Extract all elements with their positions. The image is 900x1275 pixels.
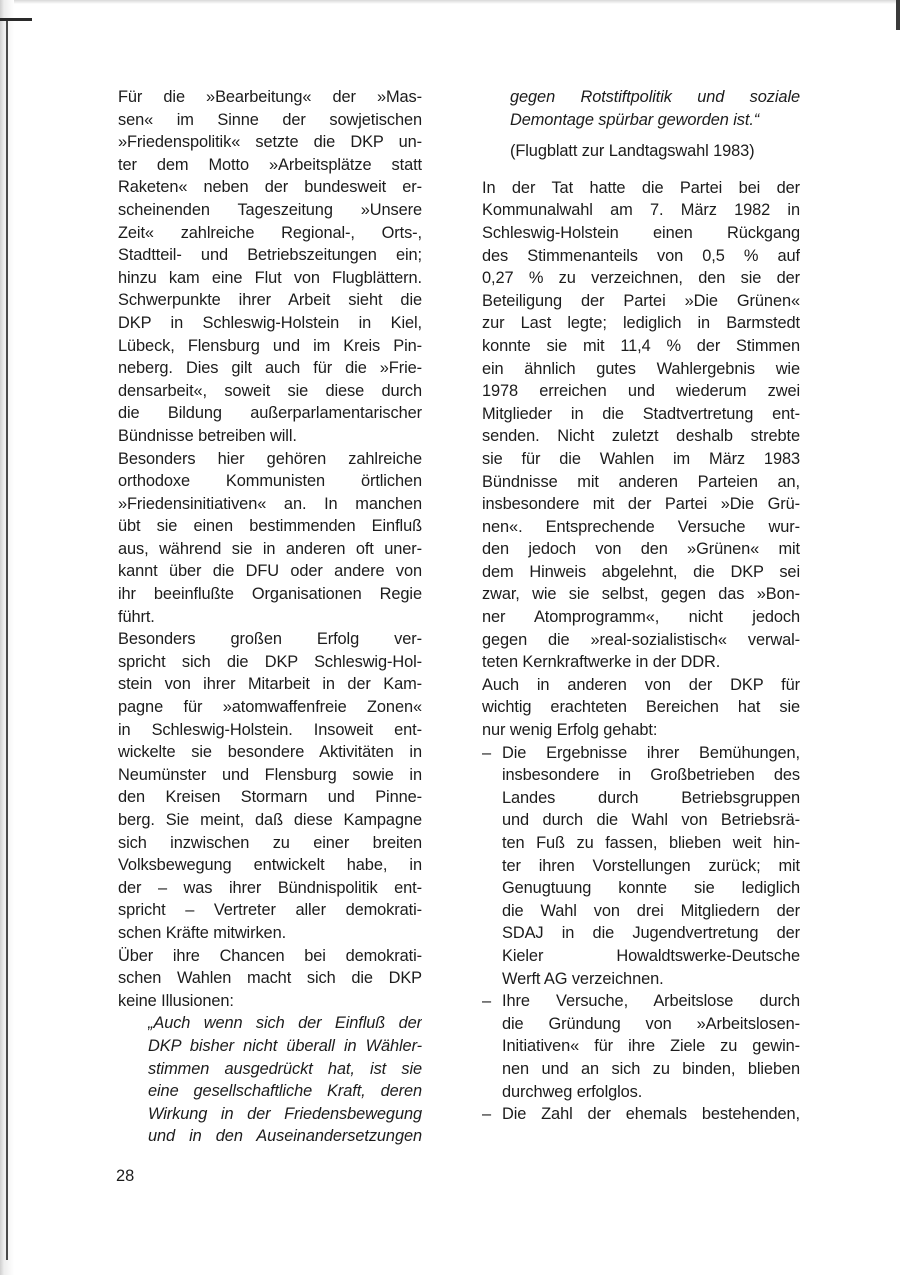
text-line: Schleswig-Holstein einen Rückgang — [482, 223, 800, 242]
text-line: Bündnisse betreiben will. — [118, 426, 297, 445]
text-line: nen«. Entsprechende Versuche wur- — [482, 517, 800, 536]
dash-bullet-icon: – — [482, 992, 492, 1011]
text-line: »Friedenspolitik« setzte die DKP un- — [118, 133, 422, 152]
paragraph — [118, 628, 422, 944]
text-line: (Flugblatt zur Landtagswahl 1983) — [510, 142, 755, 161]
list-item — [482, 990, 800, 1103]
text-line: Genugtuung konnte sie lediglich — [502, 879, 800, 898]
text-line: gegen Rotstiftpolitik und soziale — [510, 88, 800, 106]
text-line: Auch in anderen von der DKP für — [482, 675, 800, 694]
text-line: Stadtteil- und Betriebszeitungen ein; — [118, 246, 422, 265]
spacer — [482, 163, 800, 177]
text-line: 1978 erreichen und wiederum zwei — [482, 382, 800, 401]
text-line: Die Ergebnisse ihrer Bemühungen, — [502, 743, 800, 762]
text-line: nur wenig Erfolg gehabt: — [482, 721, 658, 740]
text-line: Kieler Howaldtswerke-Deutsche — [502, 946, 800, 965]
text-line: führt. — [118, 607, 155, 626]
text-line: Besonders hier gehören zahlreiche — [118, 449, 422, 468]
text-line: insbesondere in Großbetrieben des — [502, 766, 800, 785]
quotation — [118, 1012, 422, 1148]
text-line: stein von ihrer Mitarbeit in der Kam- — [118, 675, 422, 694]
text-line: schen Kräfte mitwirken. — [118, 923, 287, 942]
text-line: keine Illusionen: — [118, 991, 234, 1010]
text-line: ein ähnlich gutes Wahlergebnis wie — [482, 359, 800, 378]
text-line: Landes durch Betriebsgruppen — [502, 788, 800, 807]
text-line: Raketen« neben der bundesweit er- — [118, 178, 422, 197]
text-line: des Stimmenanteils von 0,5 % auf — [482, 246, 800, 265]
text-line: übt sie einen bestimmenden Einfluß — [118, 517, 422, 536]
text-line: den Kreisen Stormarn und Pinne- — [118, 788, 422, 807]
text-line: Initiativen« für ihre Ziele zu gewin- — [502, 1037, 800, 1056]
text-line: Ihre Versuche, Arbeitslose durch — [502, 992, 800, 1011]
paragraph — [118, 448, 422, 629]
text-line: pagne für »atomwaffenfreie Zonen« — [118, 698, 422, 717]
text-line: Mitglieder in die Stadtvertretung ent- — [482, 404, 800, 423]
scan-top-edge — [0, 0, 900, 4]
text-line: Beteiligung der Partei »Die Grünen« — [482, 291, 800, 310]
text-line: Volksbewegung entwickelt habe, in — [118, 856, 422, 875]
text-line: stimmen ausgedrückt hat, ist sie — [148, 1059, 422, 1078]
text-line: ner Atomprogramm«, nicht jedoch — [482, 608, 800, 627]
text-line: konnte sie mit 11,4 % der Stimmen — [482, 336, 800, 355]
text-line: eine gesellschaftliche Kraft, deren — [148, 1082, 422, 1101]
text-line: orthodoxe Kommunisten örtlichen — [118, 472, 422, 491]
text-line: teten Kernkraftwerke in der DDR. — [482, 653, 721, 672]
scan-binding-line — [6, 20, 8, 1260]
text-line: sie für die Wahlen im März 1983 — [482, 449, 800, 468]
text-line: In der Tat hatte die Partei bei der — [482, 178, 800, 197]
text-line: senden. Nicht zuletzt deshalb strebte — [482, 427, 800, 446]
spacer — [482, 131, 800, 140]
paragraph — [482, 674, 800, 742]
paragraph — [118, 945, 422, 1013]
text-line: in Schleswig-Holstein. Insoweit ent- — [118, 720, 422, 739]
text-line: durchweg erfolglos. — [502, 1082, 643, 1101]
text-line: Bündnisse mit anderen Parteien an, — [482, 472, 800, 491]
text-line: »Friedensinitiativen« an. In manchen — [118, 494, 422, 513]
right-column — [482, 86, 800, 1126]
text-line: die Gründung von »Arbeitslosen- — [502, 1014, 800, 1033]
text-line: insbesondere mit der Partei »Die Grü- — [482, 495, 800, 514]
text-line: spricht – Vertreter aller demokrati- — [118, 901, 422, 920]
text-line: berg. Sie meint, daß diese Kampagne — [118, 811, 422, 829]
text-line: ter dem Motto »Arbeitsplätze statt — [118, 155, 422, 174]
text-line: Wirkung in der Friedensbewegung — [148, 1104, 422, 1123]
text-line: dem Hinweis abgelehnt, die DKP sei — [482, 562, 800, 581]
text-line: Kommunalwahl am 7. März 1982 in — [482, 201, 800, 220]
text-line: Die Zahl der ehemals bestehenden, — [502, 1105, 800, 1124]
text-line: nen und an sich zu binden, blieben — [502, 1059, 800, 1078]
text-line: hinzu kam eine Flut von Flugblättern. — [118, 268, 422, 287]
text-line: die Bildung außerparlamentarischer — [118, 404, 422, 423]
scan-corner-mark — [0, 18, 32, 21]
text-line: sen« im Sinne der sowjetischen — [118, 110, 422, 129]
text-line: aus, während sie in anderen oft uner- — [118, 539, 422, 558]
text-line: wichtig erachteten Bereichen hat sie — [482, 698, 800, 717]
paragraph — [118, 86, 422, 289]
text-line: Neumünster und Flensburg sowie in — [118, 765, 422, 784]
page-number: 28 — [116, 1167, 135, 1185]
dash-bullet-icon: – — [482, 1105, 492, 1124]
text-line: ter ihren Vorstellungen zurück; mit — [502, 856, 800, 875]
text-line: 0,27 % zu verzeichnen, den sie der — [482, 269, 800, 288]
text-line: Schwerpunkte ihrer Arbeit sieht die — [118, 291, 422, 310]
text-line: Werft AG verzeichnen. — [502, 969, 664, 988]
text-line: Zeit« zahlreiche Regional-, Orts-, — [118, 223, 422, 242]
text-line: densarbeit«, soweit sie diese durch — [118, 381, 422, 400]
text-line: gegen die »real-sozialistisch« verwal- — [482, 630, 800, 649]
text-line: Für die »Bearbeitung« der »Mas- — [118, 88, 422, 106]
quotation-continued — [482, 86, 800, 131]
text-line: Besonders großen Erfolg ver- — [118, 630, 422, 649]
left-column — [118, 86, 422, 1148]
text-line: scheinenden Tageszeitung »Unsere — [118, 200, 422, 219]
text-line: den jedoch von den »Grünen« mit — [482, 540, 800, 559]
quotation-source — [482, 140, 800, 163]
text-line: Demontage spürbar geworden ist.“ — [510, 110, 760, 129]
paragraph — [482, 177, 800, 674]
text-line: spricht sich die DKP Schleswig-Hol- — [118, 652, 422, 671]
text-line: und in den Auseinandersetzungen — [148, 1127, 422, 1146]
text-line: „Auch wenn sich der Einfluß der — [148, 1014, 422, 1033]
text-line: DKP in Schleswig-Holstein in Kiel, — [118, 313, 422, 332]
text-line: ihr beeinflußte Organisationen Regie — [118, 585, 422, 604]
text-line: Über ihre Chancen bei demokrati- — [118, 946, 422, 965]
text-line: zwar, wie sie selbst, gegen das »Bon- — [482, 585, 800, 604]
text-line: ten Fuß zu fassen, blieben weit hin- — [502, 834, 800, 852]
text-line: und durch die Wahl von Betriebsrä- — [502, 811, 800, 830]
scan-right-edge — [896, 0, 900, 30]
text-line: DKP bisher nicht überall in Wähler- — [148, 1036, 422, 1055]
text-line: sich inzwischen zu einer breiten — [118, 833, 422, 852]
paragraph — [118, 289, 422, 447]
text-line: neberg. Dies gilt auch für die »Frie- — [118, 359, 422, 378]
list-item — [482, 742, 800, 991]
text-line: der – was ihrer Bündnispolitik ent- — [118, 878, 422, 897]
text-line: kannt über die DFU oder andere von — [118, 562, 422, 581]
list-item — [482, 1103, 800, 1126]
text-line: wickelte sie besondere Aktivitäten in — [118, 743, 422, 762]
text-line: Lübeck, Flensburg und im Kreis Pin- — [118, 336, 422, 355]
text-line: zur Last legte; lediglich in Barmstedt — [482, 314, 800, 333]
text-line: die Wahl von drei Mitgliedern der — [502, 901, 800, 920]
dash-bullet-icon: – — [482, 743, 492, 762]
text-line: SDAJ in die Jugendvertretung der — [502, 924, 800, 943]
text-line: schen Wahlen macht sich die DKP — [118, 969, 422, 988]
